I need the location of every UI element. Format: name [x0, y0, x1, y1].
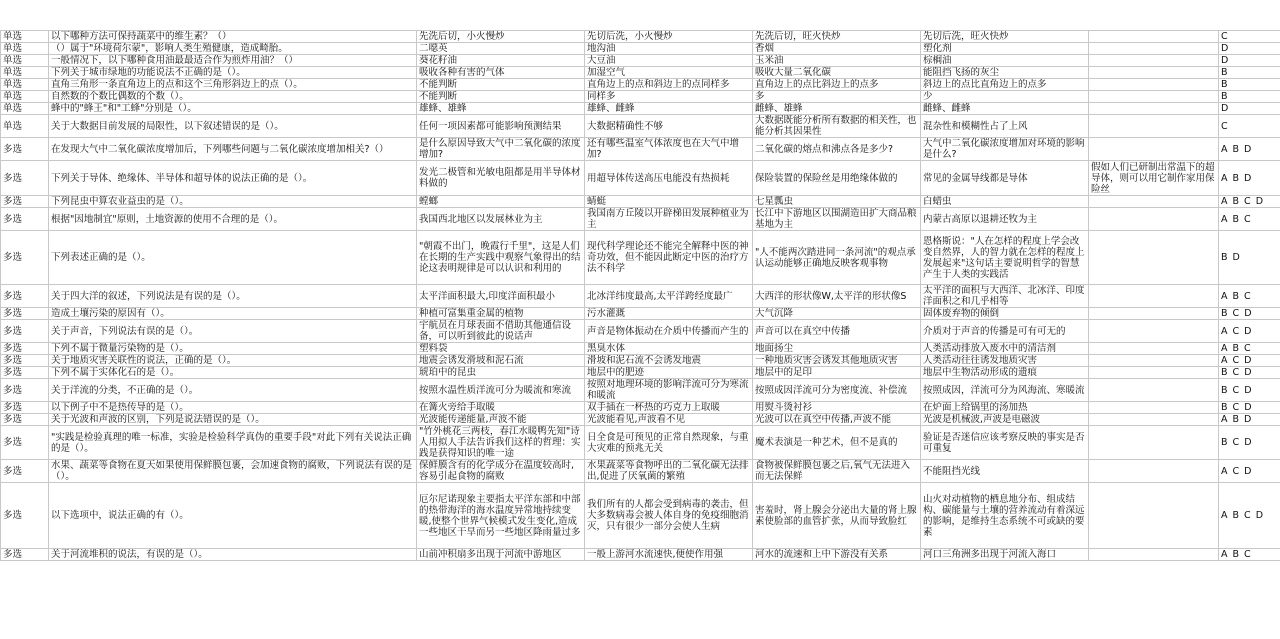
option-d-cell[interactable]: 太平洋的面积与大西洋、北冰洋、印度洋面积之和几乎相等 — [921, 285, 1089, 308]
table-row[interactable] — [1, 355, 1280, 367]
option-e-cell[interactable] — [1089, 549, 1219, 561]
answer-cell[interactable]: A B C D — [1219, 483, 1280, 549]
table-row[interactable] — [1, 549, 1280, 561]
option-e-cell[interactable] — [1089, 355, 1219, 367]
question-type-cell[interactable]: 多选 — [1, 196, 49, 208]
option-d-cell[interactable]: 混杂性和模糊性占了上风 — [921, 115, 1089, 138]
option-e-cell[interactable] — [1089, 460, 1219, 483]
table-row[interactable] — [1, 43, 1280, 55]
question-type-cell[interactable]: 多选 — [1, 549, 49, 561]
option-b-cell[interactable]: 大豆油 — [585, 55, 753, 67]
option-c-cell[interactable]: 大数据既能分析所有数据的相关性，也能分析其因果性 — [753, 115, 921, 138]
question-text-cell[interactable]: 关于大数据目前发展的局限性，以下叙述错误的是（）。 — [49, 115, 417, 138]
option-b-cell[interactable]: 用超导体传送高压电能没有热损耗 — [585, 161, 753, 196]
option-c-cell[interactable]: 二氧化碳的熔点和沸点各是多少? — [753, 138, 921, 161]
option-e-cell[interactable] — [1089, 414, 1219, 426]
option-d-cell[interactable]: 内蒙古高原以退耕还牧为主 — [921, 208, 1089, 231]
option-e-cell[interactable] — [1089, 285, 1219, 308]
question-text-cell[interactable]: 关于声音，下列说法有误的是（）。 — [49, 320, 417, 343]
table-row[interactable] — [1, 402, 1280, 414]
option-d-cell[interactable]: 常见的金属导线都是导体 — [921, 161, 1089, 196]
question-type-cell[interactable]: 多选 — [1, 367, 49, 379]
answer-cell[interactable]: A B C D — [1219, 196, 1280, 208]
answer-cell[interactable]: A C D — [1219, 460, 1280, 483]
question-type-cell[interactable]: 单选 — [1, 43, 49, 55]
option-c-cell[interactable]: 地层中的足印 — [753, 367, 921, 379]
table-row[interactable] — [1, 103, 1280, 115]
option-c-cell[interactable]: 保险装置的保险丝是用绝缘体做的 — [753, 161, 921, 196]
option-a-cell[interactable]: 不能判断 — [417, 91, 585, 103]
option-b-cell[interactable]: 雄蜂、雌蜂 — [585, 103, 753, 115]
option-d-cell[interactable]: 不能阻挡光线 — [921, 460, 1089, 483]
option-c-cell[interactable]: 食物被保鲜膜包裹之后,氧气无法进入而无法保鲜 — [753, 460, 921, 483]
question-type-cell[interactable]: 单选 — [1, 31, 49, 43]
option-c-cell[interactable]: 一种地质灾害会诱发其他地质灾害 — [753, 355, 921, 367]
option-a-cell[interactable]: 琥珀中的昆虫 — [417, 367, 585, 379]
option-b-cell[interactable]: 先切后洗，小火慢炒 — [585, 31, 753, 43]
question-text-cell[interactable]: 关于洋流的分类，不正确的是（）。 — [49, 379, 417, 402]
option-e-cell[interactable] — [1089, 91, 1219, 103]
question-text-cell[interactable]: 关于四大洋的叙述，下列说法是有误的是（）。 — [49, 285, 417, 308]
option-b-cell[interactable]: 地层中的肥迹 — [585, 367, 753, 379]
option-d-cell[interactable]: 山火对动植物的栖息地分布、组成结构、碳能量与土壤的营养流动有着深远的影响，是维持生态系统不可或缺的要素 — [921, 483, 1089, 549]
answer-cell[interactable]: A B C — [1219, 549, 1280, 561]
question-type-cell[interactable]: 多选 — [1, 402, 49, 414]
option-a-cell[interactable]: 我国西北地区以发展林业为主 — [417, 208, 585, 231]
answer-cell[interactable]: A B C — [1219, 285, 1280, 308]
option-e-cell[interactable] — [1089, 43, 1219, 55]
option-b-cell[interactable]: 双手插在一杯热的巧克力上取暖 — [585, 402, 753, 414]
option-e-cell[interactable] — [1089, 367, 1219, 379]
table-row[interactable] — [1, 161, 1280, 196]
question-text-cell[interactable]: 以下选项中，说法正确的有（）。 — [49, 483, 417, 549]
question-text-cell[interactable]: 下列关于导体、绝缘体、半导体和超导体的说法正确的是（）。 — [49, 161, 417, 196]
option-c-cell[interactable]: 玉米油 — [753, 55, 921, 67]
option-d-cell[interactable]: 在炉面上给锅里的汤加热 — [921, 402, 1089, 414]
option-d-cell[interactable]: 少 — [921, 91, 1089, 103]
option-e-cell[interactable] — [1089, 31, 1219, 43]
question-type-cell[interactable]: 单选 — [1, 91, 49, 103]
option-b-cell[interactable]: 声音是物体振动在介质中传播而产生的 — [585, 320, 753, 343]
option-e-cell[interactable] — [1089, 483, 1219, 549]
table-row[interactable] — [1, 285, 1280, 308]
question-type-cell[interactable]: 单选 — [1, 115, 49, 138]
option-a-cell[interactable]: 吸收各种有害的气体 — [417, 67, 585, 79]
table-row[interactable] — [1, 196, 1280, 208]
question-type-cell[interactable]: 单选 — [1, 103, 49, 115]
question-text-cell[interactable]: 水果、蔬菜等食物在夏天如果使用保鲜膜包裹，会加速食物的腐败，下列说法有误的是（）。 — [49, 460, 417, 483]
option-c-cell[interactable]: 声音可以在真空中传播 — [753, 320, 921, 343]
option-c-cell[interactable]: 七星瓢虫 — [753, 196, 921, 208]
question-text-cell[interactable]: 下列不属于实体化石的是（）。 — [49, 367, 417, 379]
option-e-cell[interactable] — [1089, 379, 1219, 402]
question-text-cell[interactable]: 下列表述正确的是（）。 — [49, 231, 417, 285]
option-a-cell[interactable]: 葵花籽油 — [417, 55, 585, 67]
option-e-cell[interactable] — [1089, 320, 1219, 343]
option-c-cell[interactable]: 雌蜂、雄蜂 — [753, 103, 921, 115]
option-b-cell[interactable]: 我国南方丘陵以开辟梯田发展种植业为主 — [585, 208, 753, 231]
option-e-cell[interactable] — [1089, 115, 1219, 138]
option-a-cell[interactable]: 地震会诱发滑坡和泥石流 — [417, 355, 585, 367]
option-a-cell[interactable]: 任何一项因素都可能影响预测结果 — [417, 115, 585, 138]
table-row[interactable] — [1, 414, 1280, 426]
option-b-cell[interactable]: 现代科学理论还不能完全解释中医的神奇功效，但不能因此断定中医的治疗方法不科学 — [585, 231, 753, 285]
question-text-cell[interactable]: 根据"因地制宜"原则，土地资源的使用不合理的是（）。 — [49, 208, 417, 231]
option-e-cell[interactable] — [1089, 402, 1219, 414]
answer-cell[interactable]: A B C — [1219, 343, 1280, 355]
spreadsheet-table — [0, 30, 1280, 561]
question-type-cell[interactable]: 多选 — [1, 414, 49, 426]
option-a-cell[interactable]: 种植可富集重金属的植物 — [417, 308, 585, 320]
option-d-cell[interactable]: 验证是否迷信应该考察反映的事实是否可重复 — [921, 426, 1089, 460]
option-e-cell[interactable] — [1089, 231, 1219, 285]
option-a-cell[interactable]: "竹外桃花三两枝，春江水暖鸭先知"诗人用拟人手法告诉我们这样的哲理：实践是获得知识的唯一途 — [417, 426, 585, 460]
option-d-cell[interactable]: 人类活动往往诱发地质灾害 — [921, 355, 1089, 367]
question-text-cell[interactable]: 在发现大气中二氧化碳浓度增加后，下列哪些问题与二氧化碳浓度增加相关?（） — [49, 138, 417, 161]
table-row[interactable] — [1, 138, 1280, 161]
question-text-cell[interactable]: 关于河流堆积的说法，有误的是（）。 — [49, 549, 417, 561]
question-text-cell[interactable]: （）属于"环境荷尔蒙"，影响人类生殖健康，造成畸胎。 — [49, 43, 417, 55]
answer-cell[interactable]: A B D — [1219, 161, 1280, 196]
option-d-cell[interactable]: 先切后洗，旺火快炒 — [921, 31, 1089, 43]
question-text-cell[interactable]: 一般情况下，以下哪种食用油最最适合作为煎炸用油？（） — [49, 55, 417, 67]
answer-cell[interactable]: D — [1219, 103, 1280, 115]
question-type-cell[interactable]: 多选 — [1, 343, 49, 355]
option-c-cell[interactable]: 光波可以在真空中传播,声波不能 — [753, 414, 921, 426]
question-type-cell[interactable]: 多选 — [1, 460, 49, 483]
option-e-cell[interactable] — [1089, 208, 1219, 231]
option-d-cell[interactable]: 按照成因，洋流可分为风海流、寒暖流 — [921, 379, 1089, 402]
question-type-cell[interactable]: 多选 — [1, 320, 49, 343]
table-row[interactable] — [1, 320, 1280, 343]
question-type-cell[interactable]: 单选 — [1, 79, 49, 91]
option-b-cell[interactable]: 直角边上的点和斜边上的点同样多 — [585, 79, 753, 91]
question-text-cell[interactable]: "实践是检验真理的唯一标准，实验是检验科学真伪的重要手段"对此下列有关说法正确的是（）。 — [49, 426, 417, 460]
option-c-cell[interactable]: 长江中下游地区以围湖造田扩大商品粮基地为主 — [753, 208, 921, 231]
question-text-cell[interactable]: 蜂中的"蜂王"和"工蜂"分别是（）。 — [49, 103, 417, 115]
option-e-cell[interactable] — [1089, 138, 1219, 161]
option-a-cell[interactable]: 山前冲积扇多出现于河流中游地区 — [417, 549, 585, 561]
question-type-cell[interactable]: 多选 — [1, 208, 49, 231]
answer-cell[interactable]: B — [1219, 91, 1280, 103]
option-a-cell[interactable]: 太平洋面积最大,印度洋面积最小 — [417, 285, 585, 308]
question-text-cell[interactable]: 关于光波和声波的区别，下列是说法错误的是（）。 — [49, 414, 417, 426]
option-c-cell[interactable]: 香烟 — [753, 43, 921, 55]
option-d-cell[interactable]: 棕榈油 — [921, 55, 1089, 67]
option-e-cell[interactable] — [1089, 103, 1219, 115]
option-c-cell[interactable]: 害羞时，肾上腺会分泌出大量的肾上腺素使脸部的血管扩张，从而导致脸红 — [753, 483, 921, 549]
option-b-cell[interactable]: 地沟油 — [585, 43, 753, 55]
option-d-cell[interactable]: 光波是机械波,声波是电磁波 — [921, 414, 1089, 426]
question-text-cell[interactable]: 造成土壤污染的原因有（）。 — [49, 308, 417, 320]
question-text-cell[interactable]: 下列关于城市绿地的功能说法不正确的是（）。 — [49, 67, 417, 79]
option-a-cell[interactable]: 保鲜膜含有的化学成分在温度较高时,容易引起食物的腐败 — [417, 460, 585, 483]
answer-cell[interactable]: A B D — [1219, 138, 1280, 161]
question-type-cell[interactable]: 多选 — [1, 379, 49, 402]
answer-cell[interactable]: B C D — [1219, 308, 1280, 320]
table-row[interactable] — [1, 343, 1280, 355]
answer-cell[interactable]: B — [1219, 67, 1280, 79]
option-d-cell[interactable]: 雌蜂、雌蜂 — [921, 103, 1089, 115]
answer-cell[interactable]: B C D — [1219, 367, 1280, 379]
table-row[interactable] — [1, 460, 1280, 483]
option-e-cell[interactable] — [1089, 79, 1219, 91]
option-c-cell[interactable]: 大西洋的形状像W,太平洋的形状像S — [753, 285, 921, 308]
option-c-cell[interactable]: 按照成因洋流可分为密度流、补偿流 — [753, 379, 921, 402]
option-e-cell[interactable] — [1089, 426, 1219, 460]
table-row[interactable] — [1, 31, 1280, 43]
option-a-cell[interactable]: 螳螂 — [417, 196, 585, 208]
question-type-cell[interactable]: 多选 — [1, 285, 49, 308]
option-c-cell[interactable]: 用熨斗烫衬衫 — [753, 402, 921, 414]
answer-cell[interactable]: B C D — [1219, 379, 1280, 402]
question-text-cell[interactable]: 关于地质灾害关联性的说法，正确的是（）。 — [49, 355, 417, 367]
option-b-cell[interactable]: 日全食是可预见的正常自然现象，与重大灾难的预兆无关 — [585, 426, 753, 460]
option-a-cell[interactable]: 在篝火旁给手取暖 — [417, 402, 585, 414]
option-d-cell[interactable]: 塑化剂 — [921, 43, 1089, 55]
answer-cell[interactable]: A B C — [1219, 208, 1280, 231]
table-row[interactable] — [1, 115, 1280, 138]
option-c-cell[interactable]: "人不能两次踏进同一条河流"的观点承认运动能够正确地反映客观事物 — [753, 231, 921, 285]
table-row[interactable] — [1, 426, 1280, 460]
option-d-cell[interactable]: 介质对于声音的传播是可有可无的 — [921, 320, 1089, 343]
question-type-cell[interactable]: 多选 — [1, 231, 49, 285]
question-type-cell[interactable]: 单选 — [1, 55, 49, 67]
option-b-cell[interactable]: 光波能看见,声波看不见 — [585, 414, 753, 426]
option-d-cell[interactable]: 河口三角洲多出现于河流入海口 — [921, 549, 1089, 561]
table-row[interactable] — [1, 79, 1280, 91]
table-row[interactable] — [1, 379, 1280, 402]
option-d-cell[interactable]: 固体废弃物的倾倒 — [921, 308, 1089, 320]
question-text-cell[interactable]: 下列昆虫中算农业益虫的是（）。 — [49, 196, 417, 208]
option-d-cell[interactable]: 人类活动排放入废水中的清洁剂 — [921, 343, 1089, 355]
option-b-cell[interactable]: 加湿空气 — [585, 67, 753, 79]
table-row[interactable] — [1, 483, 1280, 549]
question-type-cell[interactable]: 多选 — [1, 161, 49, 196]
option-e-cell[interactable] — [1089, 343, 1219, 355]
option-e-cell[interactable] — [1089, 308, 1219, 320]
question-type-cell[interactable]: 多选 — [1, 138, 49, 161]
option-b-cell[interactable]: 滑坡和泥石流不会诱发地震 — [585, 355, 753, 367]
option-c-cell[interactable]: 地面扬尘 — [753, 343, 921, 355]
option-a-cell[interactable]: "朝霞不出门，晚霞行千里"，这是人们在长期的生产实践中观察气象得出的结论这表明规律是可以认识和利用的 — [417, 231, 585, 285]
option-b-cell[interactable]: 大数据精确性不够 — [585, 115, 753, 138]
question-type-cell[interactable]: 多选 — [1, 355, 49, 367]
answer-cell[interactable]: D — [1219, 43, 1280, 55]
option-d-cell[interactable]: 能阻挡飞扬的灰尘 — [921, 67, 1089, 79]
option-a-cell[interactable]: 二噁英 — [417, 43, 585, 55]
answer-cell[interactable]: B D — [1219, 231, 1280, 285]
answer-cell[interactable]: A C D — [1219, 320, 1280, 343]
option-b-cell[interactable]: 水果蔬菜等食物呼出的二氧化碳无法排出,促进了厌氧菌的繁殖 — [585, 460, 753, 483]
option-c-cell[interactable]: 魔术表演是一种艺术，但不是真的 — [753, 426, 921, 460]
option-e-cell[interactable]: 假如人们已研制出常温下的超导体，则可以用它制作家用保险丝 — [1089, 161, 1219, 196]
option-d-cell[interactable]: 恩格斯说："人在怎样的程度上学会改变自然界，人的智力就在怎样的程度上发展起来"这句话主要说明哲学的智慧产生于人类的实践活 — [921, 231, 1089, 285]
table-row[interactable] — [1, 308, 1280, 320]
question-type-cell[interactable]: 单选 — [1, 67, 49, 79]
option-b-cell[interactable]: 还有哪些温室气体浓度也在大气中增加? — [585, 138, 753, 161]
option-a-cell[interactable]: 发光二极管和光敏电阻都是用半导体材料做的 — [417, 161, 585, 196]
option-a-cell[interactable]: 按照水温性质洋流可分为暖流和寒流 — [417, 379, 585, 402]
option-a-cell[interactable]: 塑料袋 — [417, 343, 585, 355]
option-a-cell[interactable]: 宇航员在月球表面不借助其他通信设备，可以听到彼此的说话声 — [417, 320, 585, 343]
option-d-cell[interactable]: 斜边上的点比直角边上的点多 — [921, 79, 1089, 91]
answer-cell[interactable]: D — [1219, 55, 1280, 67]
answer-cell[interactable]: C — [1219, 31, 1280, 43]
option-a-cell[interactable]: 先洗后切，小火慢炒 — [417, 31, 585, 43]
option-a-cell[interactable]: 厄尔尼诺现象主要指太平洋东部和中部的热带海洋的海水温度异常地持续变暖,使整个世界气候模式发生变化,造成一些地区干旱而另一些地区降雨量过多 — [417, 483, 585, 549]
question-text-cell[interactable]: 以下哪种方法可保持蔬菜中的维生素？（） — [49, 31, 417, 43]
option-d-cell[interactable]: 地层中生物活动形成的遗痕 — [921, 367, 1089, 379]
option-b-cell[interactable]: 黑臭水体 — [585, 343, 753, 355]
table-row[interactable] — [1, 231, 1280, 285]
table-row[interactable] — [1, 208, 1280, 231]
option-c-cell[interactable]: 先洗后切，旺火快炒 — [753, 31, 921, 43]
answer-cell[interactable]: A C D — [1219, 355, 1280, 367]
option-b-cell[interactable]: 一般上游河水流速快,便使作用强 — [585, 549, 753, 561]
table-row[interactable] — [1, 67, 1280, 79]
option-c-cell[interactable]: 多 — [753, 91, 921, 103]
option-b-cell[interactable]: 我们所有的人都会受到病毒的袭击，但大多数病毒会被人体自身的免疫细胞消灭，只有很少一部分会使人生病 — [585, 483, 753, 549]
option-a-cell[interactable]: 雄蜂、雄蜂 — [417, 103, 585, 115]
answer-cell[interactable]: B C D — [1219, 426, 1280, 460]
question-text-cell[interactable]: 直角三角形一条直角边上的点和这个三角形斜边上的点（）。 — [49, 79, 417, 91]
table-row[interactable] — [1, 367, 1280, 379]
question-type-cell[interactable]: 多选 — [1, 426, 49, 460]
option-b-cell[interactable]: 污水灌溉 — [585, 308, 753, 320]
option-b-cell[interactable]: 北冰洋纬度最高,太平洋跨经度最广 — [585, 285, 753, 308]
option-b-cell[interactable]: 同样多 — [585, 91, 753, 103]
option-c-cell[interactable]: 直角边上的点比斜边上的点多 — [753, 79, 921, 91]
answer-cell[interactable]: C — [1219, 115, 1280, 138]
table-body — [1, 31, 1280, 561]
option-c-cell[interactable]: 吸收大量二氧化碳 — [753, 67, 921, 79]
option-d-cell[interactable]: 白蜡虫 — [921, 196, 1089, 208]
option-a-cell[interactable]: 是什么原因导致大气中二氧化碳的浓度增加? — [417, 138, 585, 161]
table-row[interactable] — [1, 55, 1280, 67]
option-c-cell[interactable]: 大气沉降 — [753, 308, 921, 320]
option-b-cell[interactable]: 按照对地理环境的影响洋流可分为寒流和暖流 — [585, 379, 753, 402]
question-text-cell[interactable]: 以下例子中不是热传导的是（）。 — [49, 402, 417, 414]
question-text-cell[interactable]: 下列不属于微量污染物的是（）。 — [49, 343, 417, 355]
table-row[interactable] — [1, 91, 1280, 103]
question-text-cell[interactable]: 自然数的个数比偶数的个数（）。 — [49, 91, 417, 103]
option-b-cell[interactable]: 蜻蜓 — [585, 196, 753, 208]
question-type-cell[interactable]: 多选 — [1, 308, 49, 320]
option-e-cell[interactable] — [1089, 196, 1219, 208]
answer-cell[interactable]: A B D — [1219, 414, 1280, 426]
answer-cell[interactable]: B — [1219, 79, 1280, 91]
option-e-cell[interactable] — [1089, 67, 1219, 79]
option-c-cell[interactable]: 河水的流速和上中下游没有关系 — [753, 549, 921, 561]
answer-cell[interactable]: B C D — [1219, 402, 1280, 414]
option-e-cell[interactable] — [1089, 55, 1219, 67]
question-type-cell[interactable]: 多选 — [1, 483, 49, 549]
option-a-cell[interactable]: 不能判断 — [417, 79, 585, 91]
option-d-cell[interactable]: 大气中二氧化碳浓度增加对环境的影响是什么? — [921, 138, 1089, 161]
option-a-cell[interactable]: 光波能传递能量,声波不能 — [417, 414, 585, 426]
